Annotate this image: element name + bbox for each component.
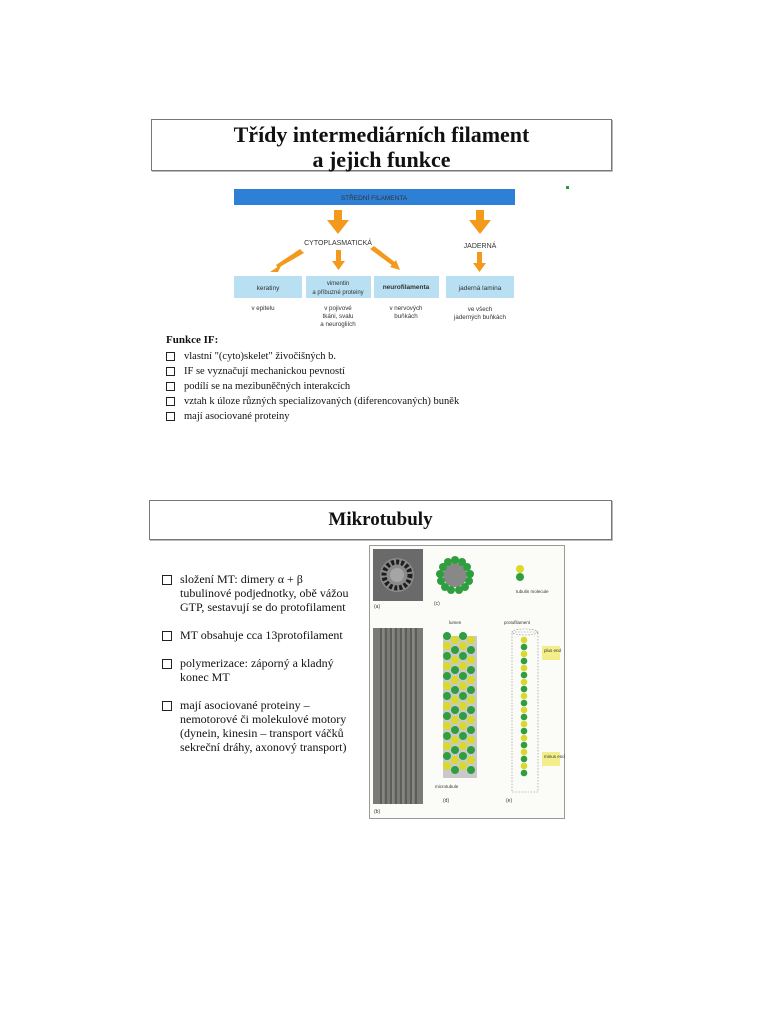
section1-title-box — [151, 119, 612, 171]
branch-right-label: JADERNÁ — [463, 243, 497, 250]
section1-title-line2: a jejich funkce — [312, 147, 451, 172]
microtubule-side-diagram — [433, 616, 493, 816]
em-cross-section-image — [373, 549, 423, 609]
caption-3a: v nervových — [389, 305, 423, 312]
checkbox-bullet-icon — [166, 367, 175, 376]
svg-text:tubulin molecule: tubulin molecule — [516, 589, 549, 594]
svg-text:microtubule: microtubule — [435, 784, 459, 789]
list-item: IF se vyznačují mechanickou pevností — [166, 364, 526, 379]
arrow-small-group — [270, 246, 486, 272]
list-item: složení MT: dimery α + β tubulinové podjednotky, obě vážou GTP, sestavují se do protofilament — [162, 572, 352, 614]
tubulin-molecule-diagram — [510, 561, 560, 601]
caption-2c: a neurogliích — [320, 321, 356, 328]
svg-text:(b): (b) — [374, 809, 381, 815]
funkce-heading: Funkce IF: — [166, 334, 219, 346]
checkbox-bullet-icon — [166, 382, 175, 391]
section1-title-line1: Třídy intermediárních filament — [233, 122, 530, 147]
caption-4b: jaderných buňkách — [454, 314, 506, 321]
checkbox-bullet-icon — [162, 575, 172, 585]
caption-2b: tkáni, svalu — [322, 313, 354, 320]
checkbox-bullet-icon — [166, 352, 175, 361]
checkbox-bullet-icon — [166, 412, 175, 421]
em-longitudinal-image — [373, 628, 423, 816]
checkbox-bullet-icon — [162, 701, 172, 711]
checkbox-bullet-icon — [166, 397, 175, 406]
funkce-list — [166, 349, 526, 424]
svg-text:(d): (d) — [443, 798, 450, 804]
arrow-down-left — [327, 210, 349, 234]
box-label-3: neurofilamenta — [382, 284, 430, 291]
caption-4a: ve všech — [467, 306, 493, 313]
green-square-mark — [566, 186, 569, 189]
list-item: polymerizace: záporný a kladný konec MT — [162, 656, 352, 684]
top-bar-label: STŘEDNÍ FILAMENTA — [340, 195, 408, 202]
mikrotubuly-list — [162, 572, 352, 768]
svg-text:(a): (a) — [374, 604, 381, 610]
checkbox-bullet-icon — [162, 659, 172, 669]
box-label-4: jaderná lamina — [458, 285, 502, 292]
list-item: mají asociované proteiny — [166, 409, 526, 424]
section2-title: Mikrotubuly — [328, 509, 433, 530]
box-label-1: keratiny — [256, 285, 280, 292]
arrow-down-right — [469, 210, 491, 234]
branch-left-label: CYTOPLASMATICKÁ — [304, 240, 372, 247]
svg-text:(e): (e) — [506, 798, 513, 804]
svg-text:protofilament: protofilament — [504, 620, 531, 625]
list-item: MT obsahuje cca 13protofilament — [162, 628, 352, 642]
tubulin-ring-diagram — [433, 551, 483, 613]
protofilament-diagram — [498, 616, 565, 816]
list-item: vztah k úloze různých specializovaných (diferencovaných) buněk — [166, 394, 526, 409]
checkbox-bullet-icon — [162, 631, 172, 641]
list-item: podílí se na mezibuněčných interakcích — [166, 379, 526, 394]
microtubule-figure — [369, 545, 565, 819]
box-label-2a: vimentin — [326, 281, 350, 287]
if-classification-diagram — [230, 186, 520, 336]
svg-text:plus end: plus end — [544, 648, 562, 653]
box-label-2b: a příbuzné proteiny — [312, 290, 364, 296]
svg-text:minus end: minus end — [544, 754, 565, 759]
caption-2a: v pojivové — [324, 305, 352, 312]
section2-title-box — [149, 500, 612, 540]
list-item: mají asociované proteiny – nemotorové či molekulové motory (dynein, kinesin – transport váčků sekreční dráhy, axonový transport) — [162, 698, 352, 754]
caption-3b: buňkách — [394, 313, 418, 320]
caption-1: v epitelu — [251, 305, 275, 312]
svg-text:lumen: lumen — [449, 620, 462, 625]
svg-text:(c): (c) — [434, 601, 440, 607]
list-item: vlastní "(cyto)skelet" živočišných b. — [166, 349, 526, 364]
